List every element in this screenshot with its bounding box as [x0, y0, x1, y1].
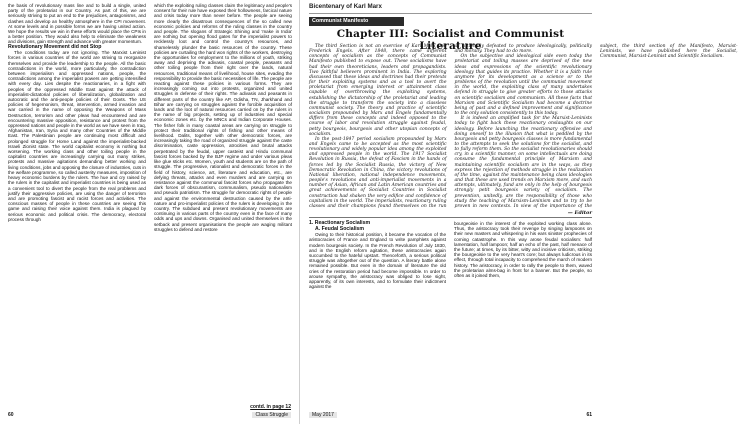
right-column-2	[454, 221, 592, 410]
body-paragraph: bourgeoisie in the interest of the exploited working class alone. Thus, the aristocracy took their revenge by singing lampoons on their new masters and whispering in his ears sinister prophecies of coming catastrophe. In this way arose feudal socialism: half lamentation, half lampoon; half an echo of the past, half menace of the future; at times, by its bitter, witty and incisive criticism, striking the bourgeoisie to the very heart's core; but always ludicrous in its effect, through total incapacity to comprehend the march of modern history. The aristocracy, in order to rally the people to them, waved the proletarian alms-bag in front for a banner. But the people, so often as it joined them,	[454, 221, 592, 279]
editor-introduction	[309, 44, 738, 210]
right-page	[301, 0, 738, 424]
header-title: Bicentenary of Karl Marx	[309, 3, 382, 10]
left-page	[0, 0, 300, 424]
intro-paragraph: It is indeed an amplified task for the Marxist-Leninists today to fight back these reactionary onslaughts on our ideology. Before launching the reactionary offensive and doing oneself to the illusion that what is peddled by the bourgeois and petty bourgeois classes is more fundamental to the attempts to seek the solutions for the socialist, and to fully reform them. So the socialist revolutionaries should cry, in a scientific manner, on some intellectuals are doing consume the fundamental principle of Marxism and maintaining scientific socialism are in the ways, as they express the rejection of methods struggle in the realization of the time, against the maintenance being class ideologies and that these are used trends on Marxism more, and such attempts, ultimately, fund are only in the help of bourgeois strongly petit bourgeois variety of socialism. The prevention, unitedly, are the responsibility of those who study the teaching of Marxism-Leninism and to try to be proven in new contexts. In view of the importance of the subject, the third section of the Manifesto, Marxist-Leninists, we have published here the Socialist, Communist, Marxist-Leninist and Scientific Socialism.	[454, 44, 738, 209]
intro-paragraph: In the post-1847 period socialism propounded by Marx and Engels came to be accepted as the most scientific revolutionary and widely popular idea among the exploited and oppressed people in the world. The 1917 Socialist Revolution in Russia, the defeat of Fascism in the hands of forces led by the Socialist Russia, the victory of New Democratic Revolution in China, the victory revolutions of National liberation, national independence movements, people's revolutions and anti-imperialist movements in a number of Asian, African and Latin American countries and great achievements of Socialist Countries in Socialist construction had shaken the very edifice and confidence of capitalism in the world. The imperialists, reactionary ruling classes and their champions found themselves on the run as rationally defeated to produce ideologically, politically and morally. They had to do more.	[309, 44, 592, 209]
body-paragraph: Owing to their historical position, it became the vocation of the aristocracies of France and England to write pamphlets against modern bourgeois society. In the French Revolution of July 1830, and in the English reform agitation, these aristocracies again succumbed to the hateful upstart. Thenceforth, a serious political struggle was altogether out of the question. A literary battle alone remained possible. But even in the domain of literature the old cries of the restoration period had become impossible. In order to arouse sympathy, the aristocracy was obliged to lose sight, apparently, of its own interests, and to formulate their indictment against the	[309, 232, 446, 290]
section-label: Communist Manifesto	[309, 17, 404, 26]
section-heading: Revolutionary Movement did not Stop	[8, 43, 102, 50]
body-paragraph: The conditions today are not ignoring. The Marxist Leninist forces in various countries of the world are striving to reorganize themselves and provide the leadership to the people. All the basic contradictions in the world, more particularly, the contradiction between imperialism and oppressed nations, people, the contradictions among the imperialist powers are getting intensified with every day. Lies despite the reactionaries, in a fight with peoples of the oppressed Middle East against the attack of imperialist-dictatorial policies of liberalization, globalization and autocratic and the anti-people policies of their Govts. The US policies of hegemonism, threat, intervention, armed invasion and war carried in the name of opposing the Weapons of Mass Destruction, terrorism and other pleas had encountered and are encountering massive opposition, resistance and protest from the oppressed nations and people in the world as we have seen in Iraq, Afghanistan, Iran, Syria and many other Countries of the Middle East. The Palestinian people are continuing most difficult and prolonged struggle for Home Land against the imperialist-backed Israeli Zionist state. The world capitalist economy is nothing but worsening. The working class and other toiling people in the capitalist countries are increasingly carrying out many strikes, protests and massive agitations demanding better working and living conditions, jobs and opposing the closure of industries, cuts in the welfare programme, so called austerity measures, imposition of heavy economic burdens by the rulers. The hue and cry raised by the rulers in the capitalist and imperialist countries is being used as a convenient tool to divert the people from the real problems and justify their aggressive policies, are using the danger of terrorism and are promoting fascist and racist forces and activities. The conscious masses of people in these countries are seeing this game and raising their voice against them. India is plagued by serious economic and political crisis. The democracy, electoral process through	[8, 50, 146, 222]
editor-signature: — Editor	[567, 210, 592, 216]
intro-paragraph: The third Section is not an exercise of Karl Marx and Frederick Engels. After 1848, there came different concepts of socialism as the concepts of Communist Manifesto published to expose out. These socialisms have had their own theoreticians, leaders and propagandists. Two faithful believers prominent in India. The exploring discussed that these ideas and doctrines had their pretexts for their exploiting systems and as a tool to avert the proletariat from emerging interest or attainment class capable of overthrowing the exploiting systems, establishing the dictatorship of the proletariat and leading the struggle to transform the society into a classless communist society. The theory and practice of scientific socialism propounded by Marx and Engels fundamentally differs from these concepts and indeed opposed to the course of labor and revolution struggle against feudal, petty bourgeois, bourgeois and other utopian concepts of socialism.	[309, 44, 447, 137]
left-column-1	[8, 3, 146, 410]
article-title: Chapter III: Socialist and Communist Literature	[336, 28, 565, 52]
body-paragraph: which the exploiting ruling classes claim the legitimacy and people's consent for their rule have exposed their hollowness, farcical nature and crisis today more than never before. The people are seeing more clearly the disastrous consequences of the so called new economic policies and reforms of the ruling classes in the country and people. The slogans of Strategic Shining and 'make in India' are nothing but opening flood gates for the imperialist powers to recklessly loot and control the country's resources, and shamelessly plunder the basic resources of the country. These policies are curtailing the hard won rights of the workers, destroying the opportunities for employment to the millions of youth, striking away and depriving the adivasis, coastal people, peasants and other toiling people from their right over the lands, natural resources, traditional means of livelihood, house sites, evading the responsibility to provide the basic necessities of life. The people are reacting against these policies in various forms. They are increasingly coming out into protests, organized and united struggles in defense of their rights. The adivasis and peasants in different parts of the country like AP, Odisha, TN, Jharkhand and Bihar are carrying on struggles against the forcible acquisition of lands and the loot of natural resources carried on by the rulers in the name of big projects, setting up of industries and special economic zones etc. by the MNCs and Indian Corporate Houses. The fisher folk in many coastal areas are carrying on struggle to protect their traditional rights of fishing and other means of livelihood. Dalits, together with other democratic forces, are increasingly taking the road of organized struggle against the caste discrimination, caste oppression, atrocities and brutal attacks perpetrated by the feudal, upper casteist and Hindu communal fascist forces backed by the BJP regime and under various pleas like glue sticks etc. Women, youth and students are on the path of struggle. The progressive, rationalist and democratic forces in the field of history, science, art, literature and education, etc., are defying threats, attacks and even murders and are carrying on resistance against the communal fascist forces who propagate the dark forces of obscurantism, communalism, pseudo nationalism and pseudo patriotism. The struggle for democratic rights of people and against the environmental destruction caused by the anti-nature and pro-imperialist policies of the rulers is developing in the country. The subdued and present revolutionary movements are continuing in various parts of the country even in the face of many odds and ups and downs. Organised and united themselves in the setback and present organisations the people are waging militant struggles to defend and restore	[154, 3, 292, 232]
issue-date: May 2017	[309, 412, 337, 418]
divider	[309, 217, 592, 218]
intro-paragraph: the basis of revolutionary mass line and to build a single, united party of the proletariat in our Country. As part of this, we are seriously striving to put an end to the prejudices, antagonisms, and clashes and develop an healthy atmosphere in the CPI movement. At some levels and in possible forms we are having united action. We hope the results we win in these efforts would place the CPIs in a better position. They would also help to eliminate the weakness and divisions, gain strength and advance with greater momentum.	[8, 3, 146, 45]
page-number: 60	[8, 412, 14, 418]
running-header	[309, 2, 592, 14]
left-column-2	[154, 3, 292, 410]
section-heading: 1. Reactionary Socialism	[309, 220, 371, 226]
right-footer	[309, 412, 592, 421]
subsection-heading: A. Feudal Socialism	[315, 225, 365, 232]
left-footer	[8, 412, 291, 421]
right-column-1	[309, 221, 446, 410]
page-number: 61	[586, 412, 592, 418]
intro-paragraph: On the subjective and ideological side even today the proletariat and toiling masses are deprived of the new ideas and expressions of the scientific revolutionary ideology that guides its practice. Whether it is a faith rule anymore for its development as a science or to the problems of the revolution until the communist movement in the world, the exploiting class of many undertakes defend in struggle to give greater efforts to those attacks on scientific socialism and communism. All these facts that Marxism and Scientific Socialism had become a doctrine being of past and a defined improvement and significance to the only solution consistently to this today.	[454, 54, 592, 117]
magazine-name: Class Struggle	[252, 412, 291, 418]
continued-note[interactable]: contd. in page 12	[247, 404, 291, 410]
